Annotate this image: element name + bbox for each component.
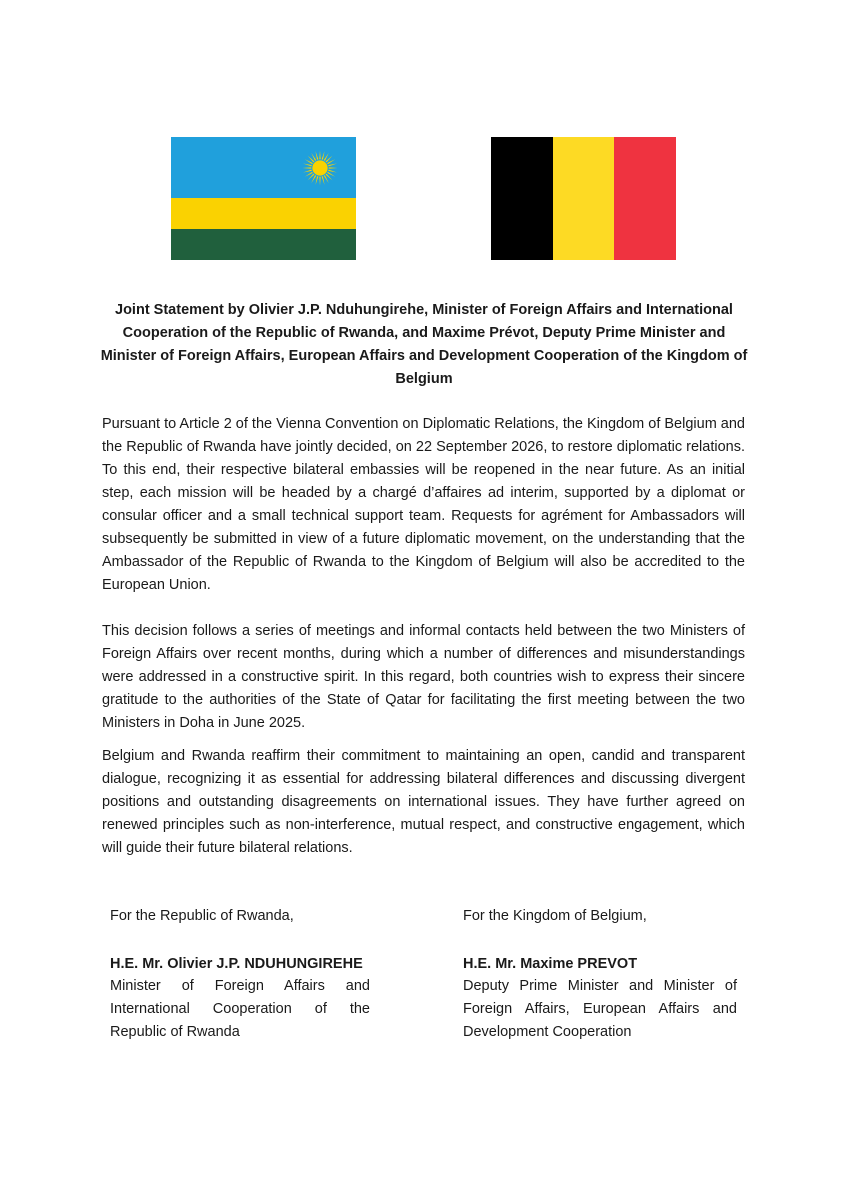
signatory-role-rwanda: Minister of Foreign Affairs and International Cooperation of the Republic of Rwanda [110,978,370,1040]
sun-ray [319,176,320,186]
sun-ray [303,163,312,166]
body-paragraph-2: This decision follows a series of meetings and informal contacts held between the two Ministers of Foreign Affairs over recent months, during which a number of differences and misunderstandings were addressed in a constructive spirit. In this regard, both countries wish to express their sincere gratitude to the authorities of the State of Qatar for facilitating the first meeting between the two Ministers in Doha in June 2025. [102,623,745,731]
sun-ray [319,151,320,161]
sun-ray [315,151,318,160]
rwanda-sun-icon [301,149,339,187]
signature-for-belgium: For the Kingdom of Belgium, [463,908,647,924]
sun-ray [303,169,312,172]
signatory-role-belgium: Deputy Prime Minister and Minister of Foreign Affairs, European Affairs and Development Cooperation [463,978,737,1040]
belgium-flag-black-stripe [491,137,553,260]
rwanda-flag-green-band [171,229,356,260]
body-paragraph-1: Pursuant to Article 2 of the Vienna Convention on Diplomatic Relations, the Kingdom of Belgium and the Republic of Rwanda have jointly decided, on 22 September 2026, to restore diplomatic relations. To this end, their respective bilateral embassies will be reopened in the near future. As an initial step, each mission will be headed by a chargé d’affaires ad interim, supported by a diplomat or consular officer and a small technical support team. Requests for agrément for Ambassadors will subsequently be submitted in view of a future diplomatic movement, on the understanding that the Ambassador of the Republic of Rwanda to the Kingdom of Belgium will also be accredited to the European Union. [102,416,745,593]
belgium-flag [491,137,676,260]
belgium-flag-red-stripe [614,137,676,260]
sun-ray [303,167,313,168]
belgium-flag-yellow-stripe [553,137,615,260]
statement-title: Joint Statement by Olivier J.P. Nduhungirehe, Minister of Foreign Affairs and International Cooperation of the Republic of Rwanda, and Maxime Prévot, Deputy Prime Minister and Minister of Foreign Affairs, European Affairs and Development Cooperation of the Kingdom of Belgium [100,302,748,387]
sun-ray [328,163,337,166]
rwanda-flag-yellow-band [171,198,356,229]
body-paragraph-3: Belgium and Rwanda reaffirm their commitment to maintaining an open, candid and transparent dialogue, recognizing it as essential for addressing bilateral differences and discussing divergent positions and outstanding disagreements on international issues. They have further agreed on renewed principles such as non-interference, mutual respect, and constructive engagement, which will guide their future bilateral relations. [102,748,745,856]
rwanda-flag [171,137,356,260]
sun-ray [315,176,318,185]
sun-ray [328,167,338,168]
sun-ray [321,176,324,185]
sun-ray [321,151,324,160]
signature-for-rwanda: For the Republic of Rwanda, [110,908,294,924]
sun-ray [328,169,337,172]
signatory-name-belgium: H.E. Mr. Maxime PREVOT [463,956,638,972]
signatory-name-rwanda: H.E. Mr. Olivier J.P. NDUHUNGIREHE [110,956,363,972]
